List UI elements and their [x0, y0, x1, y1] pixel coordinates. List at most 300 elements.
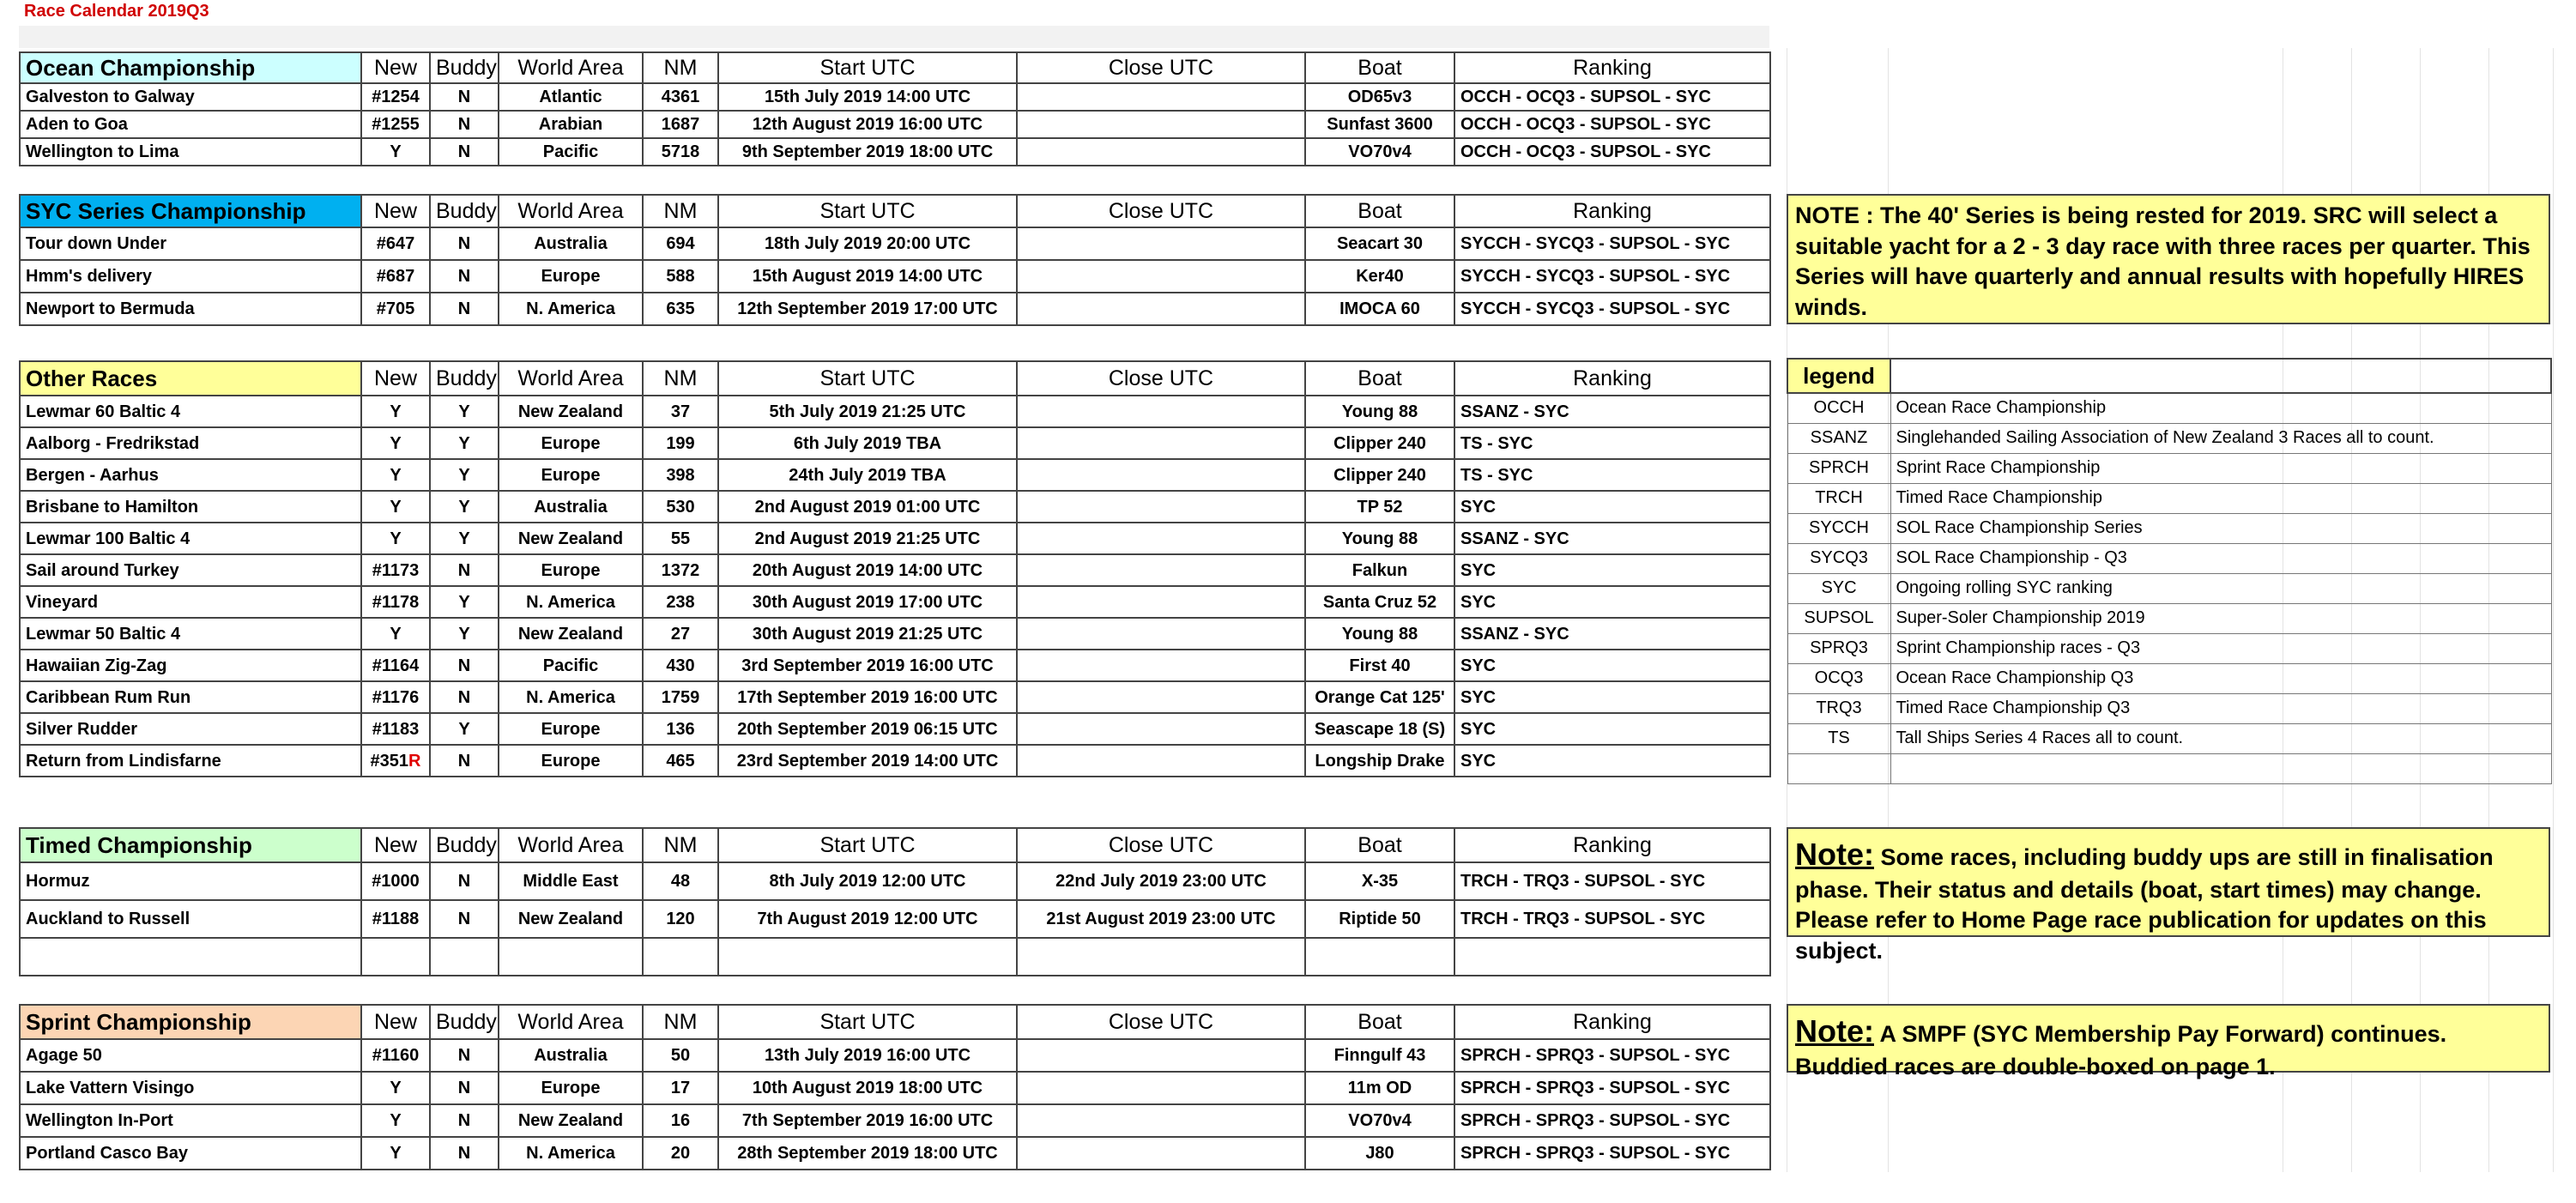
legend-description: Tall Ships Series 4 Races all to count.: [1890, 723, 2551, 753]
race-close-utc: [1017, 650, 1305, 681]
race-buddy: N: [430, 745, 499, 777]
race-world-area: New Zealand: [499, 523, 643, 554]
legend-title: legend: [1787, 359, 1890, 393]
race-name: Bergen - Aarhus: [20, 459, 361, 491]
legend-description: Timed Race Championship Q3: [1890, 693, 2551, 723]
race-name: Hmm's delivery: [20, 260, 361, 293]
race-ranking: OCCH - OCQ3 - SUPSOL - SYC: [1454, 83, 1770, 111]
column-header-buddy: Buddy: [430, 361, 499, 396]
race-nm: 5718: [643, 138, 718, 166]
race-nm: 37: [643, 396, 718, 427]
column-header-close-utc: Close UTC: [1017, 52, 1305, 83]
race-name: Sail around Turkey: [20, 554, 361, 586]
race-new: #1255: [361, 111, 430, 138]
race-new: Y: [361, 1072, 430, 1104]
race-boat: Santa Cruz 52: [1305, 586, 1454, 618]
column-header-new: New: [361, 361, 430, 396]
column-header-close-utc: Close UTC: [1017, 1005, 1305, 1039]
race-name: Galveston to Galway: [20, 83, 361, 111]
race-nm: 1759: [643, 681, 718, 713]
legend-code: SUPSOL: [1787, 603, 1890, 633]
page-title: Race Calendar 2019Q3: [24, 2, 209, 21]
race-buddy: N: [430, 1104, 499, 1137]
race-row: [20, 227, 1770, 260]
race-ranking: SYC: [1454, 745, 1770, 777]
race-row: [20, 586, 1770, 618]
race-close-utc: [1017, 83, 1305, 111]
race-ranking: SYC: [1454, 681, 1770, 713]
race-close-utc: [1017, 459, 1305, 491]
race-nm: 16: [643, 1104, 718, 1137]
race-new: #705: [361, 293, 430, 325]
race-row: [20, 111, 1770, 138]
race-ranking: SYC: [1454, 586, 1770, 618]
race-new: #1178: [361, 586, 430, 618]
race-buddy: Y: [430, 618, 499, 650]
legend-code: TS: [1787, 723, 1890, 753]
race-world-area: N. America: [499, 586, 643, 618]
race-world-area: New Zealand: [499, 618, 643, 650]
race-nm: 4361: [643, 83, 718, 111]
race-close-utc: [1017, 713, 1305, 745]
race-start-utc: 7th August 2019 12:00 UTC: [718, 900, 1017, 938]
race-start-utc: 30th August 2019 17:00 UTC: [718, 586, 1017, 618]
timed-championship-table: [19, 827, 1771, 976]
race-row: [20, 138, 1770, 166]
syc-section-title: SYC Series Championship: [20, 195, 361, 227]
column-header-nm: NM: [643, 195, 718, 227]
race-world-area: New Zealand: [499, 1104, 643, 1137]
legend-row: [1787, 693, 2551, 723]
race-ranking: SYCCH - SYCQ3 - SUPSOL - SYC: [1454, 260, 1770, 293]
race-start-utc: 10th August 2019 18:00 UTC: [718, 1072, 1017, 1104]
race-close-utc: 21st August 2019 23:00 UTC: [1017, 900, 1305, 938]
header-band: [19, 26, 1769, 48]
race-start-utc: 8th July 2019 12:00 UTC: [718, 862, 1017, 900]
race-boat: VO70v4: [1305, 1104, 1454, 1137]
race-close-utc: [1017, 427, 1305, 459]
race-boat: Clipper 240: [1305, 459, 1454, 491]
race-nm: 17: [643, 1072, 718, 1104]
race-buddy: N: [430, 1137, 499, 1170]
ocean-championship-table: [19, 51, 1771, 166]
race-close-utc: [1017, 586, 1305, 618]
column-header-new: New: [361, 828, 430, 862]
race-ranking: SPRCH - SPRQ3 - SUPSOL - SYC: [1454, 1072, 1770, 1104]
column-header-close-utc: Close UTC: [1017, 828, 1305, 862]
legend-code: SYC: [1787, 573, 1890, 603]
legend-description: Sprint Race Championship: [1890, 453, 2551, 483]
column-header-ranking: Ranking: [1454, 195, 1770, 227]
legend-row: [1787, 393, 2551, 423]
race-boat: Ker40: [1305, 260, 1454, 293]
race-name: Tour down Under: [20, 227, 361, 260]
note-finalisation: [1787, 827, 2550, 964]
race-name: Wellington to Lima: [20, 138, 361, 166]
race-ranking: SPRCH - SPRQ3 - SUPSOL - SYC: [1454, 1104, 1770, 1137]
race-new-suffix: R: [408, 751, 421, 771]
race-buddy: N: [430, 862, 499, 900]
race-name: Caribbean Rum Run: [20, 681, 361, 713]
race-world-area: Europe: [499, 260, 643, 293]
race-ranking: TS - SYC: [1454, 427, 1770, 459]
race-nm: 530: [643, 491, 718, 523]
race-name: Lake Vattern Visingo: [20, 1072, 361, 1104]
race-row: [20, 1137, 1770, 1170]
race-ranking: OCCH - OCQ3 - SUPSOL - SYC: [1454, 138, 1770, 166]
race-nm: 465: [643, 745, 718, 777]
race-new: Y: [361, 618, 430, 650]
race-world-area: Europe: [499, 554, 643, 586]
legend-code: SPRQ3: [1787, 633, 1890, 663]
race-row: [20, 745, 1770, 777]
race-buddy: N: [430, 1072, 499, 1104]
race-close-utc: [1017, 618, 1305, 650]
race-start-utc: 30th August 2019 21:25 UTC: [718, 618, 1017, 650]
legend-description: Ocean Race Championship: [1890, 393, 2551, 423]
race-boat: OD65v3: [1305, 83, 1454, 111]
column-header-new: New: [361, 52, 430, 83]
column-header-new: New: [361, 1005, 430, 1039]
column-header-start-utc: Start UTC: [718, 361, 1017, 396]
race-new: Y: [361, 396, 430, 427]
legend-description: SOL Race Championship Series: [1890, 513, 2551, 543]
race-name: Portland Casco Bay: [20, 1137, 361, 1170]
column-header-world-area: World Area: [499, 1005, 643, 1039]
race-world-area: Arabian: [499, 111, 643, 138]
other-races-table: [19, 360, 1771, 777]
column-header-nm: NM: [643, 52, 718, 83]
column-header-nm: NM: [643, 828, 718, 862]
race-world-area: Australia: [499, 491, 643, 523]
race-new: #1188: [361, 900, 430, 938]
column-header-buddy: Buddy: [430, 52, 499, 83]
legend-description: Singlehanded Sailing Association of New Zealand 3 Races all to count.: [1890, 423, 2551, 453]
race-boat: Sunfast 3600: [1305, 111, 1454, 138]
race-new: #1160: [361, 1039, 430, 1072]
race-buddy: N: [430, 650, 499, 681]
race-ranking: SYC: [1454, 491, 1770, 523]
race-boat: IMOCA 60: [1305, 293, 1454, 325]
race-boat: Young 88: [1305, 396, 1454, 427]
race-buddy: Y: [430, 713, 499, 745]
other-section-title: Other Races: [20, 361, 361, 396]
race-world-area: Europe: [499, 427, 643, 459]
race-new: #1000: [361, 862, 430, 900]
race-ranking: TRCH - TRQ3 - SUPSOL - SYC: [1454, 900, 1770, 938]
race-buddy: Y: [430, 523, 499, 554]
race-name: Newport to Bermuda: [20, 293, 361, 325]
race-close-utc: [1017, 491, 1305, 523]
race-world-area: Australia: [499, 227, 643, 260]
race-buddy: N: [430, 138, 499, 166]
race-world-area: Middle East: [499, 862, 643, 900]
race-ranking: SYCCH - SYCQ3 - SUPSOL - SYC: [1454, 227, 1770, 260]
race-row: [20, 650, 1770, 681]
race-new: #687: [361, 260, 430, 293]
legend-code: SYCCH: [1787, 513, 1890, 543]
legend-row: [1787, 603, 2551, 633]
race-world-area: Atlantic: [499, 83, 643, 111]
race-start-utc: 2nd August 2019 21:25 UTC: [718, 523, 1017, 554]
race-row: [20, 618, 1770, 650]
column-header-close-utc: Close UTC: [1017, 361, 1305, 396]
race-start-utc: 20th September 2019 06:15 UTC: [718, 713, 1017, 745]
race-start-utc: 9th September 2019 18:00 UTC: [718, 138, 1017, 166]
race-buddy: N: [430, 293, 499, 325]
race-new: [361, 745, 430, 777]
race-world-area: Europe: [499, 459, 643, 491]
race-nm: 20: [643, 1137, 718, 1170]
legend-table: [1787, 358, 2552, 784]
race-boat: Falkun: [1305, 554, 1454, 586]
race-row: [20, 260, 1770, 293]
race-nm: 430: [643, 650, 718, 681]
column-header-ranking: Ranking: [1454, 52, 1770, 83]
column-header-boat: Boat: [1305, 361, 1454, 396]
legend-row: [1787, 633, 2551, 663]
column-header-new: New: [361, 195, 430, 227]
race-start-utc: 3rd September 2019 16:00 UTC: [718, 650, 1017, 681]
race-close-utc: [1017, 681, 1305, 713]
race-nm: 398: [643, 459, 718, 491]
sprint-section-title: Sprint Championship: [20, 1005, 361, 1039]
race-close-utc: [1017, 1072, 1305, 1104]
race-start-utc: 12th September 2019 17:00 UTC: [718, 293, 1017, 325]
race-buddy: N: [430, 900, 499, 938]
race-nm: 136: [643, 713, 718, 745]
race-buddy: Y: [430, 427, 499, 459]
race-row: [20, 900, 1770, 938]
race-buddy: N: [430, 1039, 499, 1072]
race-new: #1254: [361, 83, 430, 111]
race-world-area: Pacific: [499, 138, 643, 166]
race-boat: J80: [1305, 1137, 1454, 1170]
race-row: [20, 396, 1770, 427]
race-nm: 27: [643, 618, 718, 650]
race-new: Y: [361, 459, 430, 491]
race-start-utc: 6th July 2019 TBA: [718, 427, 1017, 459]
legend-code: TRQ3: [1787, 693, 1890, 723]
race-close-utc: [1017, 260, 1305, 293]
race-buddy: Y: [430, 491, 499, 523]
race-buddy: N: [430, 227, 499, 260]
race-nm: 48: [643, 862, 718, 900]
race-start-utc: 15th August 2019 14:00 UTC: [718, 260, 1017, 293]
column-header-start-utc: Start UTC: [718, 828, 1017, 862]
column-header-nm: NM: [643, 361, 718, 396]
race-boat: 11m OD: [1305, 1072, 1454, 1104]
legend-description: Timed Race Championship: [1890, 483, 2551, 513]
race-boat: Orange Cat 125': [1305, 681, 1454, 713]
race-name: Agage 50: [20, 1039, 361, 1072]
legend-row: [1787, 573, 2551, 603]
race-row: [20, 1039, 1770, 1072]
legend-row: [1787, 723, 2551, 753]
race-start-utc: 18th July 2019 20:00 UTC: [718, 227, 1017, 260]
race-new: Y: [361, 427, 430, 459]
race-nm: 120: [643, 900, 718, 938]
column-header-ranking: Ranking: [1454, 1005, 1770, 1039]
note-40-series-text: NOTE : The 40' Series is being rested for 2019. SRC will select a suitable yacht for a 2 - 3 day race with three races per quarter. This Series will have quarterly and annual results with hopefully HIRES winds.: [1795, 203, 2531, 320]
race-world-area: New Zealand: [499, 900, 643, 938]
sprint-championship-table: [19, 1004, 1771, 1170]
race-boat: Finngulf 43: [1305, 1039, 1454, 1072]
race-start-utc: 13th July 2019 16:00 UTC: [718, 1039, 1017, 1072]
legend-row: [1787, 423, 2551, 453]
legend-description: Super-Soler Championship 2019: [1890, 603, 2551, 633]
race-close-utc: [1017, 554, 1305, 586]
race-ranking: SYC: [1454, 713, 1770, 745]
legend-row: [1787, 453, 2551, 483]
column-header-start-utc: Start UTC: [718, 1005, 1017, 1039]
race-boat: VO70v4: [1305, 138, 1454, 166]
race-close-utc: [1017, 293, 1305, 325]
race-nm: 50: [643, 1039, 718, 1072]
race-row: [20, 491, 1770, 523]
column-header-boat: Boat: [1305, 828, 1454, 862]
race-new: Y: [361, 491, 430, 523]
legend-row: [1787, 543, 2551, 573]
race-new: Y: [361, 1137, 430, 1170]
legend-code: SPRCH: [1787, 453, 1890, 483]
column-header-world-area: World Area: [499, 195, 643, 227]
race-start-utc: 28th September 2019 18:00 UTC: [718, 1137, 1017, 1170]
race-close-utc: [1017, 111, 1305, 138]
race-boat: Riptide 50: [1305, 900, 1454, 938]
race-boat: Clipper 240: [1305, 427, 1454, 459]
race-boat: Young 88: [1305, 523, 1454, 554]
race-boat: Seascape 18 (S): [1305, 713, 1454, 745]
race-ranking: SSANZ - SYC: [1454, 396, 1770, 427]
race-name: Hawaiian Zig-Zag: [20, 650, 361, 681]
race-boat: Seacart 30: [1305, 227, 1454, 260]
race-ranking: TRCH - TRQ3 - SUPSOL - SYC: [1454, 862, 1770, 900]
race-world-area: N. America: [499, 681, 643, 713]
race-world-area: Europe: [499, 745, 643, 777]
column-header-boat: Boat: [1305, 195, 1454, 227]
syc-series-table: [19, 194, 1771, 326]
ocean-section-title: Ocean Championship: [20, 52, 361, 83]
race-row: [20, 713, 1770, 745]
legend-row: [1787, 483, 2551, 513]
race-world-area: N. America: [499, 1137, 643, 1170]
race-close-utc: [1017, 1104, 1305, 1137]
race-close-utc: [1017, 227, 1305, 260]
race-name: Wellington In-Port: [20, 1104, 361, 1137]
race-name: Aalborg - Fredrikstad: [20, 427, 361, 459]
race-ranking: SSANZ - SYC: [1454, 523, 1770, 554]
legend-description: Ongoing rolling SYC ranking: [1890, 573, 2551, 603]
race-row: [20, 681, 1770, 713]
column-header-ranking: Ranking: [1454, 828, 1770, 862]
race-name: Lewmar 60 Baltic 4: [20, 396, 361, 427]
race-buddy: Y: [430, 396, 499, 427]
race-name: Brisbane to Hamilton: [20, 491, 361, 523]
race-buddy: N: [430, 681, 499, 713]
race-nm: 588: [643, 260, 718, 293]
race-name: Hormuz: [20, 862, 361, 900]
column-header-world-area: World Area: [499, 828, 643, 862]
race-row: [20, 293, 1770, 325]
race-ranking: TS - SYC: [1454, 459, 1770, 491]
legend-code: SYCQ3: [1787, 543, 1890, 573]
race-close-utc: 22nd July 2019 23:00 UTC: [1017, 862, 1305, 900]
race-nm: 694: [643, 227, 718, 260]
race-nm: 1687: [643, 111, 718, 138]
race-new: #1164: [361, 650, 430, 681]
note-smpf-heading: Note:: [1795, 1013, 1874, 1049]
race-ranking: SPRCH - SPRQ3 - SUPSOL - SYC: [1454, 1137, 1770, 1170]
race-start-utc: 2nd August 2019 01:00 UTC: [718, 491, 1017, 523]
race-buddy: N: [430, 260, 499, 293]
race-boat: X-35: [1305, 862, 1454, 900]
race-name: Auckland to Russell: [20, 900, 361, 938]
race-row: [20, 862, 1770, 900]
race-new: #1183: [361, 713, 430, 745]
race-new: #1173: [361, 554, 430, 586]
race-new: #647: [361, 227, 430, 260]
race-start-utc: 20th August 2019 14:00 UTC: [718, 554, 1017, 586]
race-nm: 635: [643, 293, 718, 325]
race-nm: 238: [643, 586, 718, 618]
race-start-utc: 17th September 2019 16:00 UTC: [718, 681, 1017, 713]
race-close-utc: [1017, 1137, 1305, 1170]
race-close-utc: [1017, 1039, 1305, 1072]
race-boat: First 40: [1305, 650, 1454, 681]
legend-code: OCCH: [1787, 393, 1890, 423]
column-header-close-utc: Close UTC: [1017, 195, 1305, 227]
race-new-number: #351: [370, 751, 409, 771]
race-ranking: SSANZ - SYC: [1454, 618, 1770, 650]
column-header-buddy: Buddy: [430, 828, 499, 862]
note-finalisation-heading: Note:: [1795, 837, 1874, 872]
race-ranking: SYCCH - SYCQ3 - SUPSOL - SYC: [1454, 293, 1770, 325]
race-name: Return from Lindisfarne: [20, 745, 361, 777]
race-buddy: Y: [430, 586, 499, 618]
timed-section-title: Timed Championship: [20, 828, 361, 862]
column-header-buddy: Buddy: [430, 195, 499, 227]
race-new: #1176: [361, 681, 430, 713]
column-header-boat: Boat: [1305, 52, 1454, 83]
column-header-start-utc: Start UTC: [718, 195, 1017, 227]
race-close-utc: [1017, 745, 1305, 777]
race-start-utc: 5th July 2019 21:25 UTC: [718, 396, 1017, 427]
race-boat: Young 88: [1305, 618, 1454, 650]
race-start-utc: 15th July 2019 14:00 UTC: [718, 83, 1017, 111]
note-40-series: [1787, 194, 2550, 324]
race-name: Lewmar 50 Baltic 4: [20, 618, 361, 650]
race-new: Y: [361, 138, 430, 166]
race-ranking: OCCH - OCQ3 - SUPSOL - SYC: [1454, 111, 1770, 138]
column-header-nm: NM: [643, 1005, 718, 1039]
legend-description: Ocean Race Championship Q3: [1890, 663, 2551, 693]
column-header-world-area: World Area: [499, 361, 643, 396]
note-smpf: [1787, 1004, 2550, 1079]
race-row: [20, 83, 1770, 111]
race-start-utc: 23rd September 2019 14:00 UTC: [718, 745, 1017, 777]
race-start-utc: 12th August 2019 16:00 UTC: [718, 111, 1017, 138]
legend-code: SSANZ: [1787, 423, 1890, 453]
race-world-area: New Zealand: [499, 396, 643, 427]
race-row: [20, 459, 1770, 491]
race-name: Vineyard: [20, 586, 361, 618]
race-name: Aden to Goa: [20, 111, 361, 138]
note-smpf-text: A SMPF (SYC Membership Pay Forward) continues. Buddied races are double-boxed on page 1.: [1795, 1021, 2447, 1079]
race-close-utc: [1017, 396, 1305, 427]
column-header-start-utc: Start UTC: [718, 52, 1017, 83]
race-world-area: N. America: [499, 293, 643, 325]
